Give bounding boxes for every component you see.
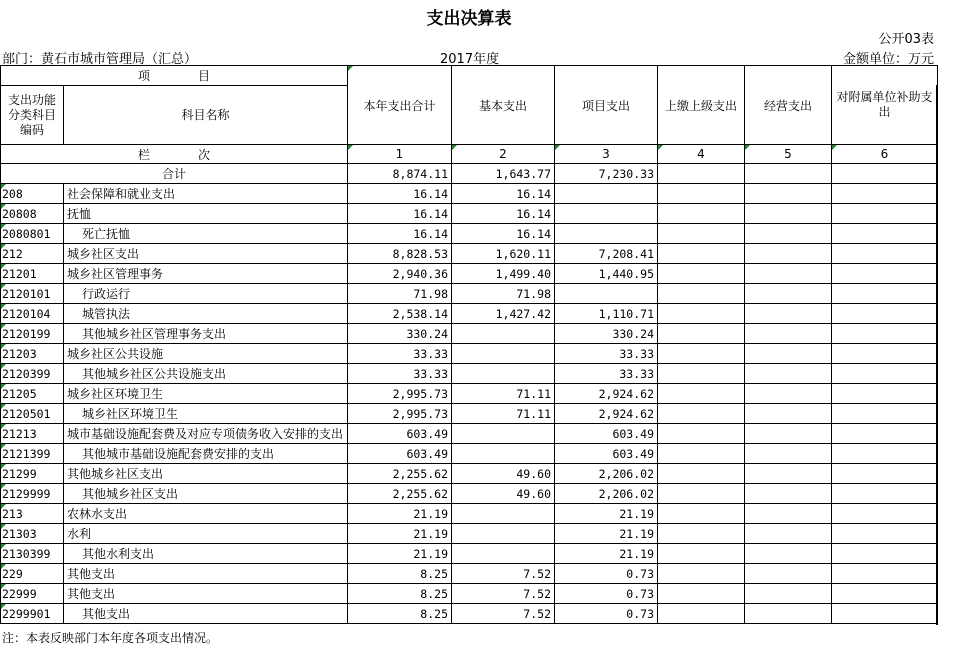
name-cell: 城乡社区公共设施	[64, 344, 348, 364]
total-cell: 8.25	[348, 584, 452, 604]
name-cell: 其他支出	[64, 564, 348, 584]
col-number: 2	[452, 145, 555, 164]
operating-cell	[745, 484, 832, 504]
table-row	[1, 284, 938, 304]
subsidy-cell	[832, 344, 938, 364]
basic-cell: 71.11	[452, 404, 555, 424]
basic-cell	[452, 524, 555, 544]
project-cell: 2,924.62	[555, 404, 658, 424]
table-row	[1, 524, 938, 544]
upper-cell	[658, 224, 745, 244]
header-func-code: 支出功能分类科目编码	[1, 86, 64, 145]
table-row	[1, 564, 938, 584]
col-number: 3	[555, 145, 658, 164]
upper-cell	[658, 444, 745, 464]
code-cell: 229	[1, 564, 64, 584]
subsidy-cell	[832, 184, 938, 204]
table-row	[1, 604, 938, 624]
total-cell: 603.49	[348, 424, 452, 444]
operating-cell	[745, 584, 832, 604]
total-cell: 21.19	[348, 544, 452, 564]
name-cell: 其他水利支出	[64, 544, 348, 564]
subsidy-cell	[832, 384, 938, 404]
upper-cell	[658, 164, 745, 184]
form-code: 公开03表	[878, 32, 934, 47]
unit-label: 金额单位：万元	[842, 52, 934, 67]
code-cell: 21201	[1, 264, 64, 284]
table-row	[1, 324, 938, 344]
project-cell: 1,110.71	[555, 304, 658, 324]
name-cell: 农林水支出	[64, 504, 348, 524]
subsidy-cell	[832, 224, 938, 244]
table-row	[1, 304, 938, 324]
subsidy-cell	[832, 404, 938, 424]
expenditure-table	[0, 65, 938, 624]
basic-cell: 71.98	[452, 284, 555, 304]
code-cell: 2130399	[1, 544, 64, 564]
upper-cell	[658, 564, 745, 584]
subsidy-cell	[832, 564, 938, 584]
operating-cell	[745, 404, 832, 424]
project-cell: 2,924.62	[555, 384, 658, 404]
header-operating: 经营支出	[745, 66, 832, 145]
upper-cell	[658, 284, 745, 304]
operating-cell	[745, 184, 832, 204]
operating-cell	[745, 204, 832, 224]
upper-cell	[658, 584, 745, 604]
project-cell: 330.24	[555, 324, 658, 344]
code-cell: 213	[1, 504, 64, 524]
subsidy-cell	[832, 304, 938, 324]
subsidy-cell	[832, 524, 938, 544]
code-cell: 20808	[1, 204, 64, 224]
project-cell: 21.19	[555, 524, 658, 544]
code-cell: 208	[1, 184, 64, 204]
project-cell: 0.73	[555, 604, 658, 624]
total-cell: 2,255.62	[348, 464, 452, 484]
name-cell: 死亡抚恤	[64, 224, 348, 244]
year-label: 2017年度	[440, 52, 500, 67]
subsidy-cell	[832, 164, 938, 184]
total-cell: 16.14	[348, 204, 452, 224]
operating-cell	[745, 264, 832, 284]
table-row	[1, 484, 938, 504]
basic-cell	[452, 444, 555, 464]
basic-cell: 1,643.77	[452, 164, 555, 184]
code-cell: 21213	[1, 424, 64, 444]
basic-cell: 16.14	[452, 184, 555, 204]
project-cell: 33.33	[555, 344, 658, 364]
table-row	[1, 464, 938, 484]
operating-cell	[745, 464, 832, 484]
basic-cell: 7.52	[452, 604, 555, 624]
project-cell: 2,206.02	[555, 484, 658, 504]
footnote: 注：本表反映部门本年度各项支出情况。	[2, 631, 219, 645]
upper-cell	[658, 524, 745, 544]
subsidy-cell	[832, 424, 938, 444]
header-upper: 上缴上级支出	[658, 66, 745, 145]
name-cell: 城市基础设施配套费及对应专项债务收入安排的支出	[64, 424, 348, 444]
subsidy-cell	[832, 364, 938, 384]
operating-cell	[745, 364, 832, 384]
table-row	[1, 544, 938, 564]
project-cell: 7,208.41	[555, 244, 658, 264]
operating-cell	[745, 444, 832, 464]
subsidy-cell	[832, 484, 938, 504]
total-cell: 8,828.53	[348, 244, 452, 264]
upper-cell	[658, 324, 745, 344]
code-cell: 2120399	[1, 364, 64, 384]
subsidy-cell	[832, 544, 938, 564]
name-cell: 其他城乡社区支出	[64, 484, 348, 504]
basic-cell: 49.60	[452, 464, 555, 484]
table-right-border	[936, 85, 938, 625]
code-cell: 2299901	[1, 604, 64, 624]
code-cell: 2120199	[1, 324, 64, 344]
code-cell: 22999	[1, 584, 64, 604]
table-row	[1, 204, 938, 224]
operating-cell	[745, 284, 832, 304]
subsidy-cell	[832, 584, 938, 604]
basic-cell	[452, 344, 555, 364]
upper-cell	[658, 384, 745, 404]
name-cell: 其他城市基础设施配套费安排的支出	[64, 444, 348, 464]
code-cell: 21203	[1, 344, 64, 364]
upper-cell	[658, 184, 745, 204]
name-cell: 城乡社区支出	[64, 244, 348, 264]
code-cell: 212	[1, 244, 64, 264]
table-row	[1, 424, 938, 444]
code-cell: 21303	[1, 524, 64, 544]
total-cell: 8.25	[348, 604, 452, 624]
table-row	[1, 504, 938, 524]
page-title: 支出决算表	[426, 9, 512, 29]
name-cell: 城乡社区环境卫生	[64, 404, 348, 424]
code-cell: 2129999	[1, 484, 64, 504]
subsidy-cell	[832, 464, 938, 484]
project-cell: 21.19	[555, 544, 658, 564]
name-cell: 其他城乡社区管理事务支出	[64, 324, 348, 344]
subsidy-cell	[832, 264, 938, 284]
project-cell: 21.19	[555, 504, 658, 524]
code-cell: 2121399	[1, 444, 64, 464]
upper-cell	[658, 544, 745, 564]
name-cell: 城乡社区管理事务	[64, 264, 348, 284]
basic-cell	[452, 364, 555, 384]
name-cell: 其他支出	[64, 604, 348, 624]
total-cell: 2,538.14	[348, 304, 452, 324]
header-basic: 基本支出	[452, 66, 555, 145]
total-cell: 2,995.73	[348, 404, 452, 424]
header-subsidy: 对附属单位补助支出	[832, 66, 938, 145]
total-cell: 603.49	[348, 444, 452, 464]
project-cell: 603.49	[555, 444, 658, 464]
total-cell: 16.14	[348, 224, 452, 244]
subsidy-cell	[832, 324, 938, 344]
upper-cell	[658, 204, 745, 224]
operating-cell	[745, 564, 832, 584]
operating-cell	[745, 424, 832, 444]
upper-cell	[658, 604, 745, 624]
code-cell: 2080801	[1, 224, 64, 244]
table-row	[1, 444, 938, 464]
header-total: 本年支出合计	[348, 66, 452, 145]
code-cell: 21299	[1, 464, 64, 484]
project-cell	[555, 204, 658, 224]
total-cell: 16.14	[348, 184, 452, 204]
project-cell	[555, 284, 658, 304]
table-row	[1, 384, 938, 404]
operating-cell	[745, 344, 832, 364]
table-row	[1, 364, 938, 384]
project-cell: 603.49	[555, 424, 658, 444]
subsidy-cell	[832, 204, 938, 224]
total-row	[1, 164, 938, 184]
upper-cell	[658, 464, 745, 484]
subsidy-cell	[832, 244, 938, 264]
basic-cell: 7.52	[452, 564, 555, 584]
operating-cell	[745, 324, 832, 344]
total-cell: 71.98	[348, 284, 452, 304]
total-cell: 8,874.11	[348, 164, 452, 184]
table-row	[1, 404, 938, 424]
basic-cell: 1,499.40	[452, 264, 555, 284]
basic-cell: 16.14	[452, 204, 555, 224]
upper-cell	[658, 424, 745, 444]
operating-cell	[745, 604, 832, 624]
upper-cell	[658, 344, 745, 364]
total-cell: 8.25	[348, 564, 452, 584]
col-number: 5	[745, 145, 832, 164]
basic-cell	[452, 424, 555, 444]
total-cell: 330.24	[348, 324, 452, 344]
upper-cell	[658, 404, 745, 424]
operating-cell	[745, 524, 832, 544]
header-lanci: 栏 次	[1, 145, 348, 164]
upper-cell	[658, 364, 745, 384]
code-cell: 2120501	[1, 404, 64, 424]
subsidy-cell	[832, 604, 938, 624]
total-cell: 33.33	[348, 364, 452, 384]
project-cell: 1,440.95	[555, 264, 658, 284]
subsidy-cell	[832, 504, 938, 524]
operating-cell	[745, 544, 832, 564]
project-cell: 2,206.02	[555, 464, 658, 484]
operating-cell	[745, 384, 832, 404]
upper-cell	[658, 264, 745, 284]
basic-cell: 1,620.11	[452, 244, 555, 264]
code-cell: 2120104	[1, 304, 64, 324]
table-row	[1, 264, 938, 284]
operating-cell	[745, 504, 832, 524]
project-cell	[555, 224, 658, 244]
basic-cell: 49.60	[452, 484, 555, 504]
basic-cell: 7.52	[452, 584, 555, 604]
operating-cell	[745, 224, 832, 244]
operating-cell	[745, 244, 832, 264]
col-number: 1	[348, 145, 452, 164]
name-cell: 其他城乡社区支出	[64, 464, 348, 484]
upper-cell	[658, 244, 745, 264]
subsidy-cell	[832, 284, 938, 304]
total-cell: 2,255.62	[348, 484, 452, 504]
table-row	[1, 224, 938, 244]
project-cell	[555, 184, 658, 204]
upper-cell	[658, 304, 745, 324]
subsidy-cell	[832, 444, 938, 464]
upper-cell	[658, 484, 745, 504]
col-number: 4	[658, 145, 745, 164]
project-cell: 7,230.33	[555, 164, 658, 184]
total-cell: 21.19	[348, 504, 452, 524]
header-item: 项 目	[1, 66, 348, 86]
basic-cell	[452, 324, 555, 344]
basic-cell: 1,427.42	[452, 304, 555, 324]
total-cell: 2,940.36	[348, 264, 452, 284]
project-cell: 0.73	[555, 584, 658, 604]
total-cell: 21.19	[348, 524, 452, 544]
total-cell: 33.33	[348, 344, 452, 364]
table-row	[1, 244, 938, 264]
name-cell: 社会保障和就业支出	[64, 184, 348, 204]
total-label: 合计	[1, 164, 348, 184]
upper-cell	[658, 504, 745, 524]
name-cell: 抚恤	[64, 204, 348, 224]
project-cell: 33.33	[555, 364, 658, 384]
basic-cell: 71.11	[452, 384, 555, 404]
name-cell: 水利	[64, 524, 348, 544]
table-row	[1, 184, 938, 204]
department-label: 部门：黄石市城市管理局（汇总）	[2, 52, 198, 67]
name-cell: 城乡社区环境卫生	[64, 384, 348, 404]
table-row	[1, 344, 938, 364]
col-number: 6	[832, 145, 938, 164]
operating-cell	[745, 304, 832, 324]
code-cell: 21205	[1, 384, 64, 404]
name-cell: 行政运行	[64, 284, 348, 304]
operating-cell	[745, 164, 832, 184]
name-cell: 其他城乡社区公共设施支出	[64, 364, 348, 384]
table-row	[1, 584, 938, 604]
basic-cell	[452, 544, 555, 564]
header-project: 项目支出	[555, 66, 658, 145]
header-subject-name: 科目名称	[64, 86, 348, 145]
total-cell: 2,995.73	[348, 384, 452, 404]
name-cell: 城管执法	[64, 304, 348, 324]
project-cell: 0.73	[555, 564, 658, 584]
basic-cell	[452, 504, 555, 524]
basic-cell: 16.14	[452, 224, 555, 244]
name-cell: 其他支出	[64, 584, 348, 604]
code-cell: 2120101	[1, 284, 64, 304]
